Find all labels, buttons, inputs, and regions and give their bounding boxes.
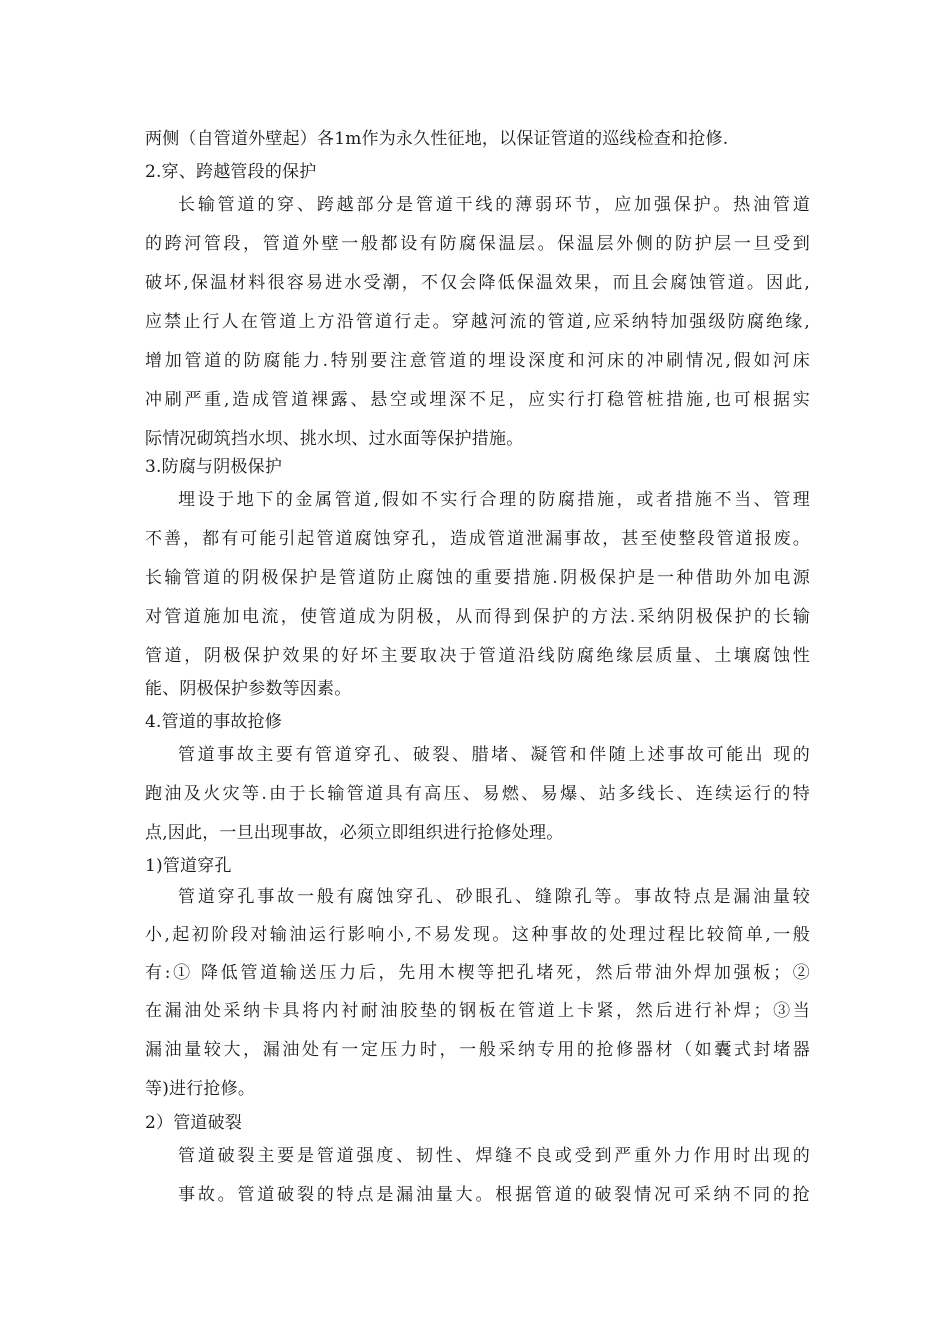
text-line: 管道穿孔事故一般有腐蚀穿孔、砂眼孔、缝隙孔等。事故特点是漏油量较 xyxy=(178,887,810,907)
text-line: 破坏,保温材料很容易进水受潮，不仅会降低保温效果，而且会腐蚀管道。因此, xyxy=(145,273,810,293)
text-line: 长输管道的穿、跨越部分是管道干线的薄弱环节，应加强保护。热油管道 xyxy=(178,195,810,215)
text-line: 两侧（自管道外壁起）各1m作为永久性征地，以保证管道的巡线检查和抢修. xyxy=(145,129,729,149)
text-line: 埋设于地下的金属管道,假如不实行合理的防腐措施，或者措施不当、管理 xyxy=(178,490,810,510)
text-line: 应禁止行人在管道上方沿管道行走。穿越河流的管道,应采纳特加强级防腐绝缘, xyxy=(145,312,810,332)
text-line: 际情况砌筑挡水坝、挑水坝、过水面等保护措施。 xyxy=(145,429,524,449)
text-line: 对管道施加电流，使管道成为阴极，从而得到保护的方法.采纳阴极保护的长输 xyxy=(145,607,810,627)
text-line: 点,因此，一旦出现事故，必须立即组织进行抢修处理。 xyxy=(145,823,564,843)
text-line: 在漏油处采纳卡具将内衬耐油胶垫的钢板在管道上卡紧，然后进行补焊；③当 xyxy=(145,1001,810,1021)
section-heading: 1)管道穿孔 xyxy=(145,856,232,876)
text-line: 的跨河管段，管道外壁一般都设有防腐保温层。保温层外侧的防护层一旦受到 xyxy=(145,234,810,254)
text-line: 漏油量较大，漏油处有一定压力时，一般采纳专用的抢修器材（如囊式封堵器 xyxy=(145,1040,810,1060)
text-line: 管道，阴极保护效果的好坏主要取决于管道沿线防腐绝缘层质量、土壤腐蚀性 xyxy=(145,646,810,666)
text-line: 事故。管道破裂的特点是漏油量大。根据管道的破裂情况可采纳不同的抢 xyxy=(178,1185,810,1205)
section-heading: 2.穿、跨越管段的保护 xyxy=(145,162,317,182)
text-line: 长输管道的阴极保护是管道防止腐蚀的重要措施.阴极保护是一种借助外加电源 xyxy=(145,568,810,588)
text-line: 管道破裂主要是管道强度、韧性、焊缝不良或受到严重外力作用时出现的 xyxy=(178,1146,810,1166)
text-line: 小,起初阶段对输油运行影响小,不易发现。这种事故的处理过程比较简单,一般 xyxy=(145,925,810,945)
text-line: 不善，都有可能引起管道腐蚀穿孔，造成管道泄漏事故，甚至使整段管道报废。 xyxy=(145,529,810,549)
text-line: 有:① 降低管道输送压力后，先用木楔等把孔堵死，然后带油外焊加强板；② xyxy=(145,963,810,983)
section-heading: 3.防腐与阴极保护 xyxy=(145,457,283,477)
text-line: 管道事故主要有管道穿孔、破裂、腊堵、凝管和伴随上述事故可能出 现的 xyxy=(178,745,810,765)
text-line: 等)进行抢修。 xyxy=(145,1079,256,1099)
text-line: 能、阴极保护参数等因素。 xyxy=(145,679,352,699)
section-heading: 2）管道破裂 xyxy=(145,1113,243,1133)
section-heading: 4.管道的事故抢修 xyxy=(145,712,283,732)
text-line: 跑油及火灾等.由于长输管道具有高压、易燃、易爆、站多线长、连续运行的特 xyxy=(145,784,810,804)
text-line: 冲刷严重,造成管道裸露、悬空或埋深不足，应实行打稳管桩措施,也可根据实 xyxy=(145,390,810,410)
text-line: 增加管道的防腐能力.特别要注意管道的埋设深度和河床的冲刷情况,假如河床 xyxy=(145,351,810,371)
